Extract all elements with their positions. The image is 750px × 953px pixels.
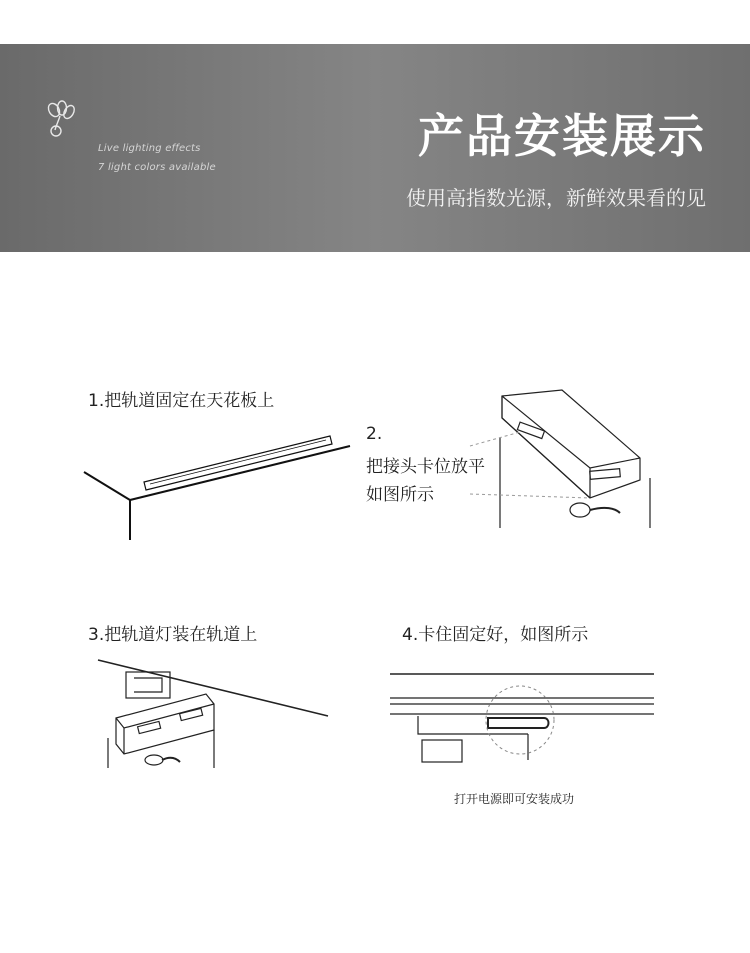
step-1-illustration xyxy=(82,430,352,542)
page-subtitle: 使用高指数光源，新鲜效果看的见 xyxy=(406,186,706,210)
page-title: 产品安装展示 xyxy=(418,109,706,163)
step-3-label: 3.把轨道灯装在轨道上 xyxy=(88,625,258,645)
brand-tagline-2: 7 light colors available xyxy=(98,162,216,173)
flower-logo-icon xyxy=(44,100,76,140)
brand-tagline-1: Live lighting effects xyxy=(98,143,201,154)
footer-note: 打开电源即可安装成功 xyxy=(454,792,575,806)
step-2-number: 2. xyxy=(366,424,383,444)
step-1-label: 1.把轨道固定在天花板上 xyxy=(88,391,275,411)
step-2-illustration xyxy=(440,388,655,528)
step-4-illustration xyxy=(388,670,656,770)
step-2-line-2: 如图所示 xyxy=(366,485,434,505)
step-4-label: 4.卡住固定好，如图所示 xyxy=(402,625,589,645)
step-2-line-1: 把接头卡位放平 xyxy=(366,457,485,477)
step-3-illustration xyxy=(96,656,331,768)
